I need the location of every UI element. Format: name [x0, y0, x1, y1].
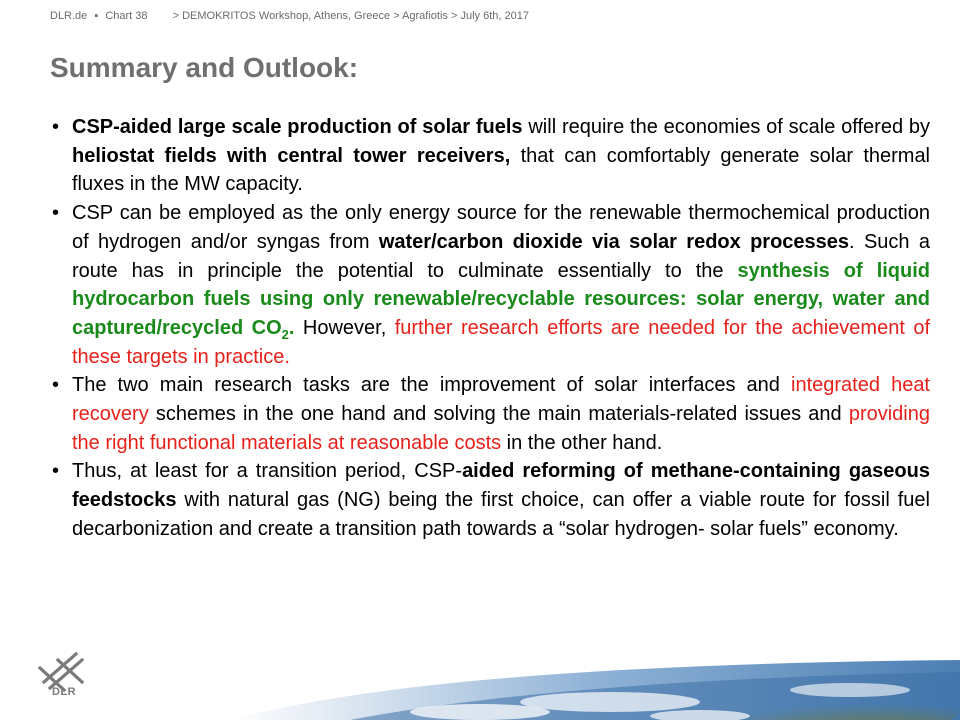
- bullet-text-run: schemes in the one hand and solving the main materials-related issues and: [148, 403, 849, 426]
- breadcrumb: > DEMOKRITOS Workshop, Athens, Greece > Agrafiotis > July 6th, 2017: [172, 10, 529, 22]
- bullet-text-run: integrated heat recovery: [72, 374, 930, 426]
- earth-image: [230, 660, 960, 720]
- bullet-text-run: heliostat fields with central tower receivers,: [72, 144, 511, 167]
- chart-label: Chart 38: [105, 10, 148, 22]
- bullet-text-run: further research efforts are needed for the achievement of these targets in practice.: [72, 316, 931, 368]
- bullet-text-run: that can comfortably generate solar thermal fluxes in the MW capacity.: [72, 144, 931, 196]
- bullet-text-run: in the other hand.: [501, 431, 663, 454]
- bullet-text-run: synthesis of liquid hydrocarbon fuels using only renewable/recyclable resources: solar energy, water and captured/recycled CO: [72, 259, 931, 339]
- bullet-item: [50, 457, 930, 543]
- logo-text: DLR: [52, 686, 77, 698]
- header-separator: ▪: [94, 10, 99, 22]
- bullet-text-run: Thus, at least for a transition period, CSP-: [72, 460, 463, 483]
- bullet-text-run: CSP-aided large scale production of solar fuels: [72, 116, 523, 138]
- site-label: DLR.de: [50, 10, 88, 22]
- slide-header: [50, 10, 529, 22]
- bullet-text-run: water/carbon dioxide via solar redox processes: [378, 230, 850, 253]
- bullet-text-run: The two main research tasks are the improvement of solar interfaces and: [72, 374, 792, 397]
- bullet-item: [50, 113, 930, 199]
- earth-banner-image: [230, 660, 960, 720]
- bullet-list: [50, 113, 930, 544]
- slide-title: Summary and Outlook:: [50, 52, 359, 83]
- bullet-item: [50, 199, 930, 371]
- slide-content: [50, 113, 930, 544]
- bullet-text-run: providing the right functional materials at reasonable costs: [72, 403, 930, 454]
- bullet-text-run: with natural gas (NG) being the first choice, can offer a viable route for fossil fuel decarbonization and create a transition path towards a “solar hydrogen- solar fuels” economy.: [72, 489, 930, 540]
- bullet-text-run: will require the economies of scale offered by: [522, 116, 931, 138]
- dlr-logo-icon: [36, 648, 96, 708]
- bullet-text-run: 2: [281, 326, 289, 342]
- bullet-text-run: aided reforming of methane-containing gaseous feedstocks: [72, 460, 930, 512]
- bullet-text-run: However,: [294, 316, 395, 339]
- bullet-text-run: .: [288, 316, 295, 339]
- bullet-text-run: CSP can be employed as the only energy source for the renewable thermochemical production of hydrogen and/or syngas from: [72, 202, 930, 253]
- bullet-item: [50, 371, 930, 457]
- bullet-text-run: . Such a route has in principle the potential to culminate essentially to the: [72, 230, 930, 282]
